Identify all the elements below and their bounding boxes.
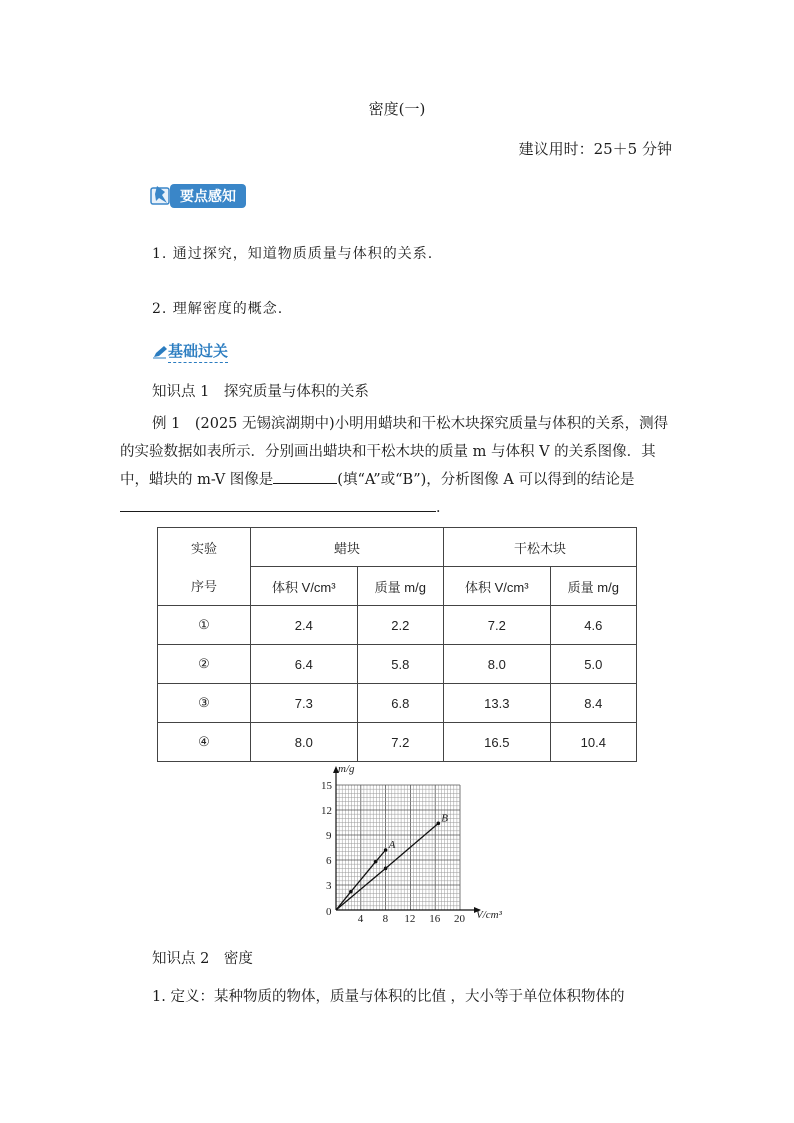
kp2-heading: 知识点 2 密度 (152, 951, 253, 967)
table-cell: ③ (158, 684, 251, 723)
y-tick-label: 9 (326, 830, 332, 842)
x-tick-label: 4 (357, 913, 364, 925)
goal-item-2: 2. 理解密度的概念. (152, 301, 284, 317)
table-row (158, 684, 637, 723)
table-cell: 6.8 (357, 684, 443, 723)
example-text-1: 小明用蜡块和干松木块探究质量与体积的关系，测得的实验数据如表所示．分别画出蜡块和干松木块的质量 m 与体积 V 的关系图像．其中，蜡块的 m-V 图像是 (120, 416, 669, 488)
x-tick-label: 12 (404, 913, 416, 925)
y-tick-label: 3 (326, 880, 332, 892)
goal-item-1: 1. 通过探究，知道物质质量与体积的关系. (152, 246, 434, 262)
graph-y-label: m/g (338, 763, 355, 775)
jichu-heading (152, 340, 228, 363)
yaodian-label: 要点感知 (170, 184, 246, 208)
table-row (158, 723, 637, 762)
suggested-time: 建议用时：25＋5 分钟 (518, 140, 672, 158)
table-header-row-1 (158, 528, 637, 567)
table-cell: 2.4 (251, 606, 358, 645)
table-header-cell: 序号 (158, 567, 251, 606)
table-header-cell: 蜡块 (251, 528, 444, 567)
line-b-point (384, 867, 388, 871)
table-cell: 7.3 (251, 684, 358, 723)
line-a-point (384, 848, 388, 852)
example-label: 例 1 (152, 416, 181, 432)
example-source: (2025 无锡滨湖期中) (194, 416, 335, 432)
graph-x-label: V/cm³ (476, 909, 502, 921)
table-cell: 10.4 (550, 723, 636, 762)
graph-origin-label: 0 (326, 906, 332, 918)
pushpin-icon (148, 183, 174, 209)
line-b-label: B (441, 812, 449, 825)
table-cell: 8.4 (550, 684, 636, 723)
table-cell: 5.8 (357, 645, 443, 684)
table-row (158, 606, 637, 645)
jichu-label: 基础过关 (168, 340, 228, 363)
example-text-end: ． (436, 500, 451, 516)
table-cell: ④ (158, 723, 251, 762)
graph-lines (336, 812, 448, 910)
table-header-row-2 (158, 567, 637, 606)
table-cell: ② (158, 645, 251, 684)
table-header-cell: 干松木块 (443, 528, 636, 567)
kp1-heading: 知识点 1 探究质量与体积的关系 (152, 384, 369, 400)
kp2-definition: 1. 定义：某种物质的物体，质量与体积的比值 ，大小等于单位体积物体的 (152, 989, 625, 1005)
m-v-graph (300, 760, 520, 925)
x-tick-label: 16 (429, 913, 441, 925)
table-header-cell: 质量 m/g (550, 567, 636, 606)
table-cell: 8.0 (251, 723, 358, 762)
table-header-cell: 体积 V/cm³ (443, 567, 550, 606)
pencil-icon (152, 345, 168, 359)
answer-blank-2[interactable] (120, 497, 436, 512)
line-a-point (349, 890, 353, 894)
table-header-cell: 实验 (158, 528, 251, 567)
example-text-2: (填“A”或“B”)，分析图像 A 可以得到的结论是 (337, 472, 635, 488)
table-cell: 5.0 (550, 645, 636, 684)
table-cell: 8.0 (443, 645, 550, 684)
table-cell: ① (158, 606, 251, 645)
y-tick-label: 6 (326, 855, 332, 867)
y-tick-label: 15 (321, 780, 332, 792)
answer-blank-1[interactable] (273, 469, 337, 484)
yaodian-badge (148, 184, 246, 208)
example-1-paragraph (120, 410, 676, 522)
x-tick-label: 20 (454, 913, 465, 925)
y-tick-label: 12 (321, 805, 332, 817)
table-cell: 4.6 (550, 606, 636, 645)
graph-grid (336, 785, 460, 910)
table-row (158, 645, 637, 684)
line-b-point (437, 822, 441, 826)
table-cell: 7.2 (357, 723, 443, 762)
x-tick-label: 8 (382, 913, 389, 925)
table-cell: 6.4 (251, 645, 358, 684)
table-cell: 7.2 (443, 606, 550, 645)
data-table (157, 527, 637, 762)
table-cell: 2.2 (357, 606, 443, 645)
table-cell: 13.3 (443, 684, 550, 723)
line-a-point (374, 860, 378, 864)
table-header-cell: 质量 m/g (357, 567, 443, 606)
page-title: 密度(一) (368, 100, 426, 118)
table-cell: 16.5 (443, 723, 550, 762)
line-a-label: A (388, 839, 396, 851)
table-header-cell: 体积 V/cm³ (251, 567, 358, 606)
